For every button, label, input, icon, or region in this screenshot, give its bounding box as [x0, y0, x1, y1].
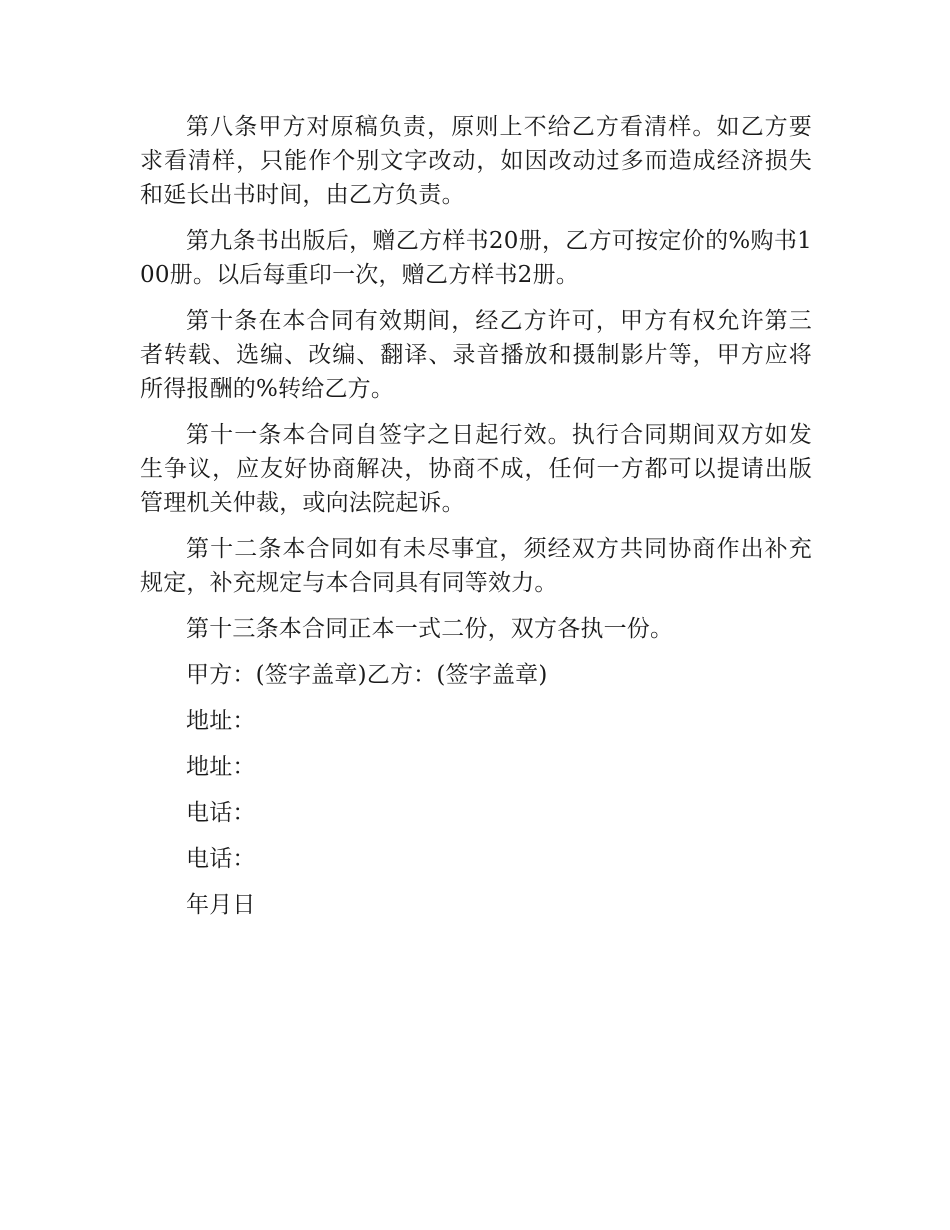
clause-9: 第九条书出版后，赠乙方样书20册，乙方可按定价的%购书100册。以后每重印一次，赠乙方样书2册。	[140, 228, 812, 288]
phone-line-party-a: 电话：	[186, 800, 256, 826]
address-line-party-a: 地址：	[186, 708, 256, 734]
clause-13: 第十三条本合同正本一式二份，双方各执一份。	[186, 616, 674, 642]
clause-10: 第十条在本合同有效期间，经乙方许可，甲方有权允许第三者转载、选编、改编、翻译、录音播放和摄制影片等，甲方应将所得报酬的%转给乙方。	[140, 308, 812, 402]
signature-parties: 甲方：(签字盖章)乙方：(签字盖章)	[186, 662, 548, 688]
date-line: 年月日	[186, 892, 256, 918]
clause-12: 第十二条本合同如有未尽事宜，须经双方共同协商作出补充规定，补充规定与本合同具有同等效力。	[140, 536, 812, 596]
address-line-party-b: 地址：	[186, 754, 256, 780]
clause-8: 第八条甲方对原稿负责，原则上不给乙方看清样。如乙方要求看清样，只能作个别文字改动，如因改动过多而造成经济损失和延长出书时间，由乙方负责。	[140, 114, 812, 208]
phone-line-party-b: 电话：	[186, 846, 256, 872]
contract-body	[140, 110, 812, 934]
clause-11: 第十一条本合同自签字之日起行效。执行合同期间双方如发生争议，应友好协商解决，协商不成，任何一方都可以提请出版管理机关仲裁，或向法院起诉。	[140, 422, 812, 516]
